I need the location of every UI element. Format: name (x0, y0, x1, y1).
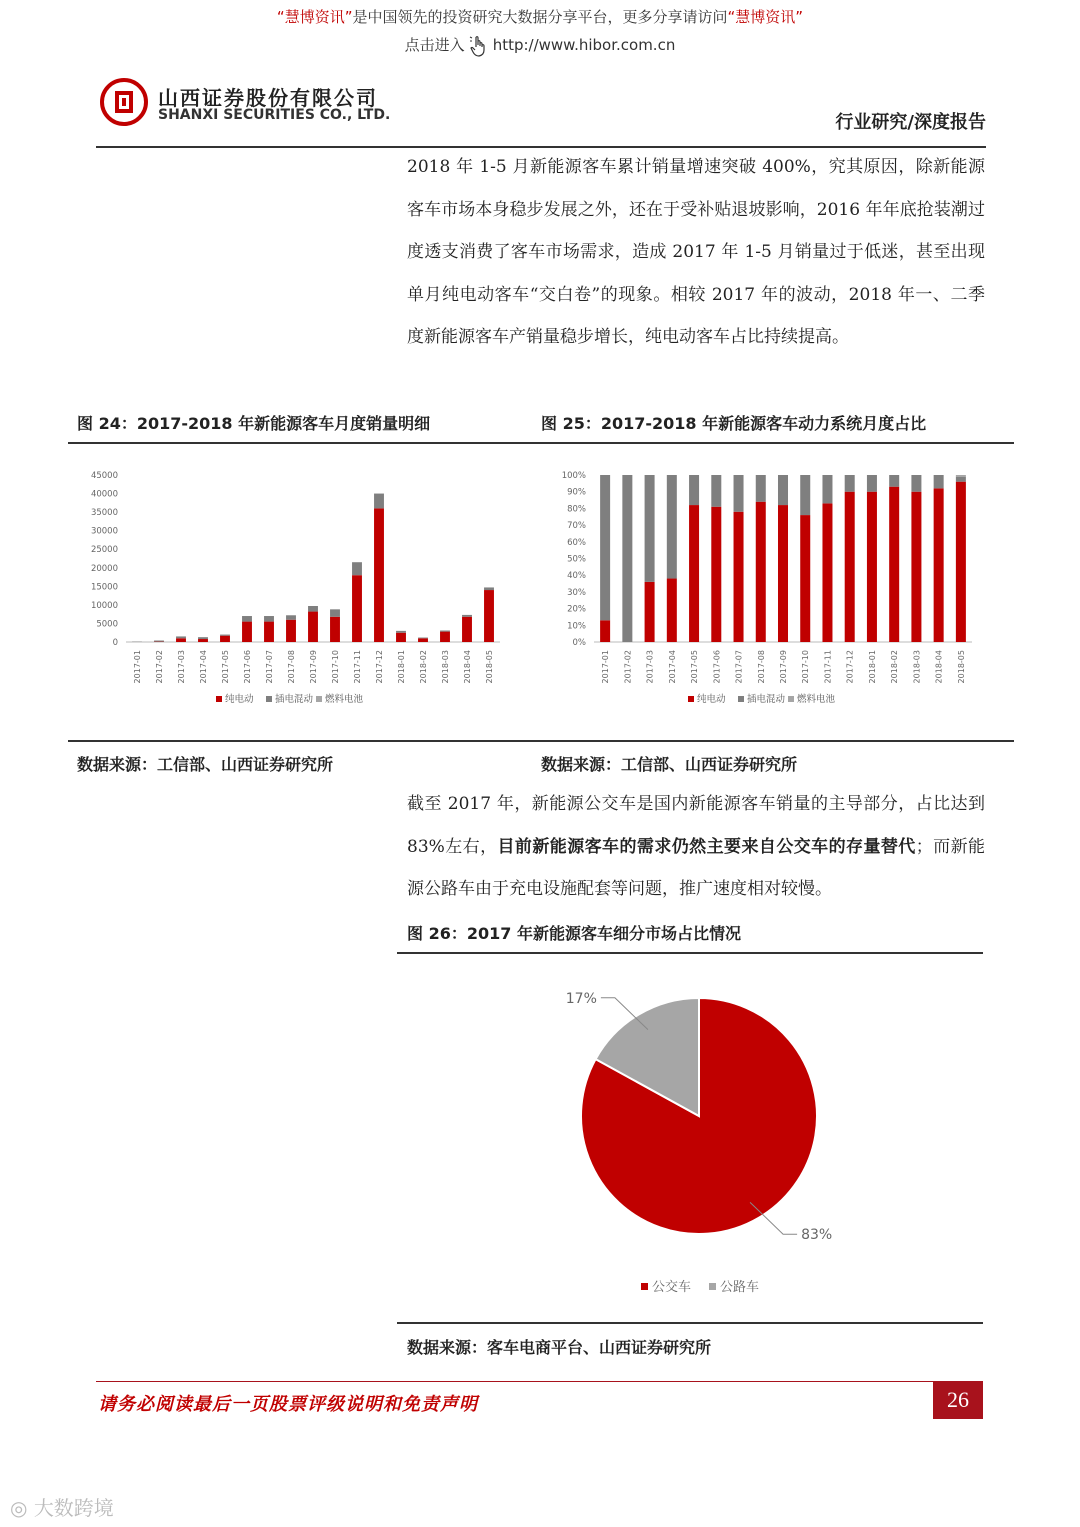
x-tick-label: 2017-11 (823, 650, 833, 684)
bar-bev (286, 620, 296, 642)
body-paragraph-1: 2018 年 1-5 月新能源客车累计销量增速突破 400%，究其原因，除新能源客车市场本身稳步发展之外，还在于受补贴退坡影响，2016 年年底抢装潮过度透支消费了客车市场需求，造成 2017 年 1-5 月销量过于低迷，甚至出现单月纯电动客车“交白卷”的现象。相较 2017 年的波动，2018 年一、二季度新能源客车产销量稳步增长，纯电动客车占比持续提高。 (407, 157, 985, 347)
page-number: 26 (933, 1381, 983, 1419)
bar-phev (734, 475, 744, 512)
legend-label: 公交车 (652, 1280, 692, 1295)
banner-brand: 慧博资讯 (284, 8, 345, 26)
banner-text: 是中国领先的投资研究大数据分享平台，更多分享请访问 (352, 8, 728, 26)
bar-bev (220, 636, 230, 642)
legend-swatch (788, 696, 794, 702)
y-tick-label: 60% (567, 537, 586, 548)
x-tick-label: 2017-05 (690, 650, 700, 684)
link-prefix: 点击进入 (404, 36, 465, 54)
y-tick-label: 0 (112, 638, 118, 648)
x-tick-label: 2017-04 (199, 650, 208, 684)
x-tick-label: 2017-01 (133, 650, 142, 684)
x-tick-label: 2017-12 (845, 650, 855, 684)
legend-label: 纯电动 (697, 694, 726, 705)
bar-phev (778, 475, 788, 505)
legend-label: 燃料电池 (325, 694, 364, 705)
x-tick-label: 2017-10 (801, 650, 811, 684)
x-tick-label: 2017-05 (221, 650, 230, 684)
bar-phev (622, 475, 632, 642)
bar-bev (689, 505, 699, 642)
hibor-link[interactable]: http://www.hibor.com.cn (492, 36, 676, 54)
bar-phev (600, 475, 610, 620)
y-tick-label: 90% (567, 487, 586, 498)
bar-bev (800, 515, 810, 642)
bar-phev (845, 475, 855, 492)
body-paragraph-2 (407, 783, 985, 911)
y-tick-label: 30000 (90, 526, 118, 537)
x-tick-label: 2017-08 (287, 650, 296, 684)
fig26-chart (397, 960, 983, 1310)
bar-bev (778, 505, 788, 642)
legend-swatch (216, 696, 222, 702)
bar-phev (911, 475, 921, 492)
bar-phev (352, 562, 362, 575)
bar-bev (264, 622, 274, 642)
y-tick-label: 20% (567, 604, 586, 615)
footer-disclaimer-note: 请务必阅读最后一页股票评级说明和免责声明 (98, 1394, 478, 1415)
x-tick-label: 2018-04 (463, 650, 472, 684)
x-tick-label: 2018-01 (397, 650, 406, 684)
x-tick-label: 2017-11 (353, 650, 362, 684)
bar-bev (889, 487, 899, 642)
bar-bev (462, 617, 472, 642)
bar-bev (934, 488, 944, 642)
x-tick-label: 2018-05 (956, 650, 966, 684)
report-type: 行业研究/深度报告 (835, 112, 986, 133)
x-tick-label: 2017-06 (712, 650, 722, 684)
y-tick-label: 5000 (96, 619, 118, 630)
company-logo (100, 78, 148, 126)
bar-fcev (956, 475, 966, 477)
watermark (10, 1492, 114, 1521)
x-tick-label: 2017-02 (623, 650, 633, 684)
top-banner (0, 6, 1080, 27)
x-tick-label: 2018-02 (890, 650, 900, 684)
bar-phev (330, 609, 340, 616)
x-tick-label: 2017-03 (177, 650, 186, 684)
x-tick-label: 2017-12 (375, 650, 384, 684)
company-name-cn: 山西证券股份有限公司 (158, 86, 378, 110)
bar-bev (756, 502, 766, 642)
para2-part2: ；而新能源公路车由于充电设施配套等问题，推广速度相对较慢。 (407, 836, 986, 899)
bar-phev (689, 475, 699, 505)
x-tick-label: 2017-09 (309, 650, 318, 684)
top-link-row (0, 34, 1080, 57)
fig26-top-divider (397, 952, 983, 954)
bar-phev (242, 616, 252, 622)
fig26-title: 图 26：2017 年新能源客车细分市场占比情况 (407, 924, 741, 943)
x-tick-label: 2017-10 (331, 650, 340, 684)
banner-brand-2: “慧博资讯” (727, 8, 804, 26)
y-tick-label: 25000 (90, 545, 118, 556)
fig26-bottom-divider (397, 1322, 983, 1324)
bar-bev (396, 633, 406, 642)
para2-bold: 目前新能源客车的需求仍然主要来自公交车的存量替代 (497, 836, 916, 857)
bar-bev (242, 622, 252, 642)
bar-bev (645, 582, 655, 642)
y-tick-label: 15000 (90, 582, 118, 593)
bar-bev (352, 575, 362, 642)
y-tick-label: 20000 (90, 563, 118, 574)
bar-bev (330, 617, 340, 642)
x-tick-label: 2017-03 (645, 650, 655, 684)
legend-swatch (641, 1283, 648, 1290)
y-tick-label: 50% (567, 554, 586, 565)
fig25-source: 数据来源：工信部、山西证券研究所 (541, 755, 798, 774)
bar-bev (822, 503, 832, 642)
bar-phev (711, 475, 721, 507)
x-tick-label: 2017-08 (756, 650, 766, 684)
y-tick-label: 70% (567, 521, 586, 532)
bar-bev (440, 632, 450, 642)
bar-bev (418, 638, 428, 642)
figure-bottom-divider (68, 740, 1014, 742)
bar-phev (484, 587, 494, 590)
y-tick-label: 35000 (90, 508, 118, 519)
legend-label: 插电混动 (275, 694, 314, 705)
bar-phev (800, 475, 810, 515)
x-tick-label: 2018-02 (419, 650, 428, 684)
bar-bev (711, 507, 721, 642)
x-tick-label: 2018-04 (934, 650, 944, 684)
bar-bev (600, 620, 610, 642)
bar-bev (956, 482, 966, 642)
bar-phev (756, 475, 766, 502)
x-tick-label: 2017-02 (155, 650, 164, 684)
legend-label: 燃料电池 (797, 694, 836, 705)
fig26-source: 数据来源：客车电商平台、山西证券研究所 (407, 1338, 712, 1357)
legend-swatch (688, 696, 694, 702)
bar-bev (667, 579, 677, 642)
fig24-chart (68, 455, 508, 720)
bar-bev (308, 612, 318, 642)
watermark-text: 大数跨境 (33, 1496, 114, 1520)
bar-phev (667, 475, 677, 579)
legend-swatch (266, 696, 272, 702)
y-tick-label: 45000 (90, 471, 118, 481)
legend-label: 纯电动 (225, 694, 254, 705)
bar-phev (308, 606, 318, 612)
watermark-icon: ◎ (10, 1496, 34, 1520)
bar-phev (396, 631, 406, 633)
x-tick-label: 2017-07 (265, 650, 274, 684)
bar-phev (440, 630, 450, 631)
bar-bev (911, 492, 921, 642)
footer-divider (96, 1381, 983, 1382)
y-tick-label: 80% (567, 504, 586, 515)
bar-phev (418, 638, 428, 639)
bar-bev (176, 638, 186, 642)
y-tick-label: 100% (561, 471, 586, 481)
bar-phev (645, 475, 655, 582)
bar-bev (867, 492, 877, 642)
pie-data-label: 17% (565, 990, 597, 1007)
x-tick-label: 2018-05 (485, 650, 494, 684)
bar-bev (484, 590, 494, 642)
figure-top-divider (68, 442, 1014, 444)
bar-phev (374, 494, 384, 509)
legend-swatch (316, 696, 322, 702)
legend-swatch (738, 696, 744, 702)
bar-bev (374, 508, 384, 642)
bar-phev (220, 635, 230, 636)
legend-label: 公路车 (720, 1280, 760, 1295)
bar-phev (822, 475, 832, 503)
pointer-hand-icon (469, 35, 489, 57)
legend-swatch (709, 1283, 716, 1290)
bar-phev (934, 475, 944, 488)
banner-quote-close: ” (344, 8, 353, 26)
x-tick-label: 2017-04 (667, 650, 677, 684)
x-tick-label: 2017-01 (601, 650, 611, 684)
pie-data-label: 83% (801, 1227, 833, 1244)
bar-bev (845, 492, 855, 642)
bar-phev (176, 636, 186, 638)
bar-phev (889, 475, 899, 487)
x-tick-label: 2018-03 (912, 650, 922, 684)
x-tick-label: 2018-01 (867, 650, 877, 684)
para2-part1: 截至 2017 年，新能源公交车是国内新能源客车销量的主导部分，占比达到 83%左右， (407, 794, 985, 857)
banner-quote-open: “ (276, 8, 285, 26)
fig25-title: 图 25：2017-2018 年新能源客车动力系统月度占比 (541, 414, 927, 433)
x-tick-label: 2017-09 (779, 650, 788, 684)
bar-phev (286, 615, 296, 619)
bar-phev (462, 615, 472, 617)
bar-phev (264, 616, 274, 622)
company-name-en: SHANXI SECURITIES CO., LTD. (158, 107, 391, 123)
y-tick-label: 40000 (90, 489, 118, 500)
bar-phev (956, 477, 966, 482)
bar-phev (154, 641, 164, 642)
y-tick-label: 10% (567, 621, 586, 632)
x-tick-label: 2018-03 (441, 650, 450, 684)
legend-label: 插电混动 (747, 694, 786, 705)
bar-phev (867, 475, 877, 492)
x-tick-label: 2017-06 (243, 650, 252, 684)
fig25-chart (540, 455, 980, 720)
fig24-source: 数据来源：工信部、山西证券研究所 (77, 755, 334, 774)
y-tick-label: 40% (567, 571, 586, 582)
bar-phev (198, 637, 208, 639)
x-tick-label: 2017-07 (734, 650, 744, 684)
bar-bev (734, 512, 744, 642)
fig24-title: 图 24：2017-2018 年新能源客车月度销量明细 (77, 414, 431, 433)
y-tick-label: 30% (567, 587, 586, 598)
bar-bev (198, 639, 208, 642)
y-tick-label: 0% (572, 638, 586, 648)
y-tick-label: 10000 (90, 600, 118, 611)
